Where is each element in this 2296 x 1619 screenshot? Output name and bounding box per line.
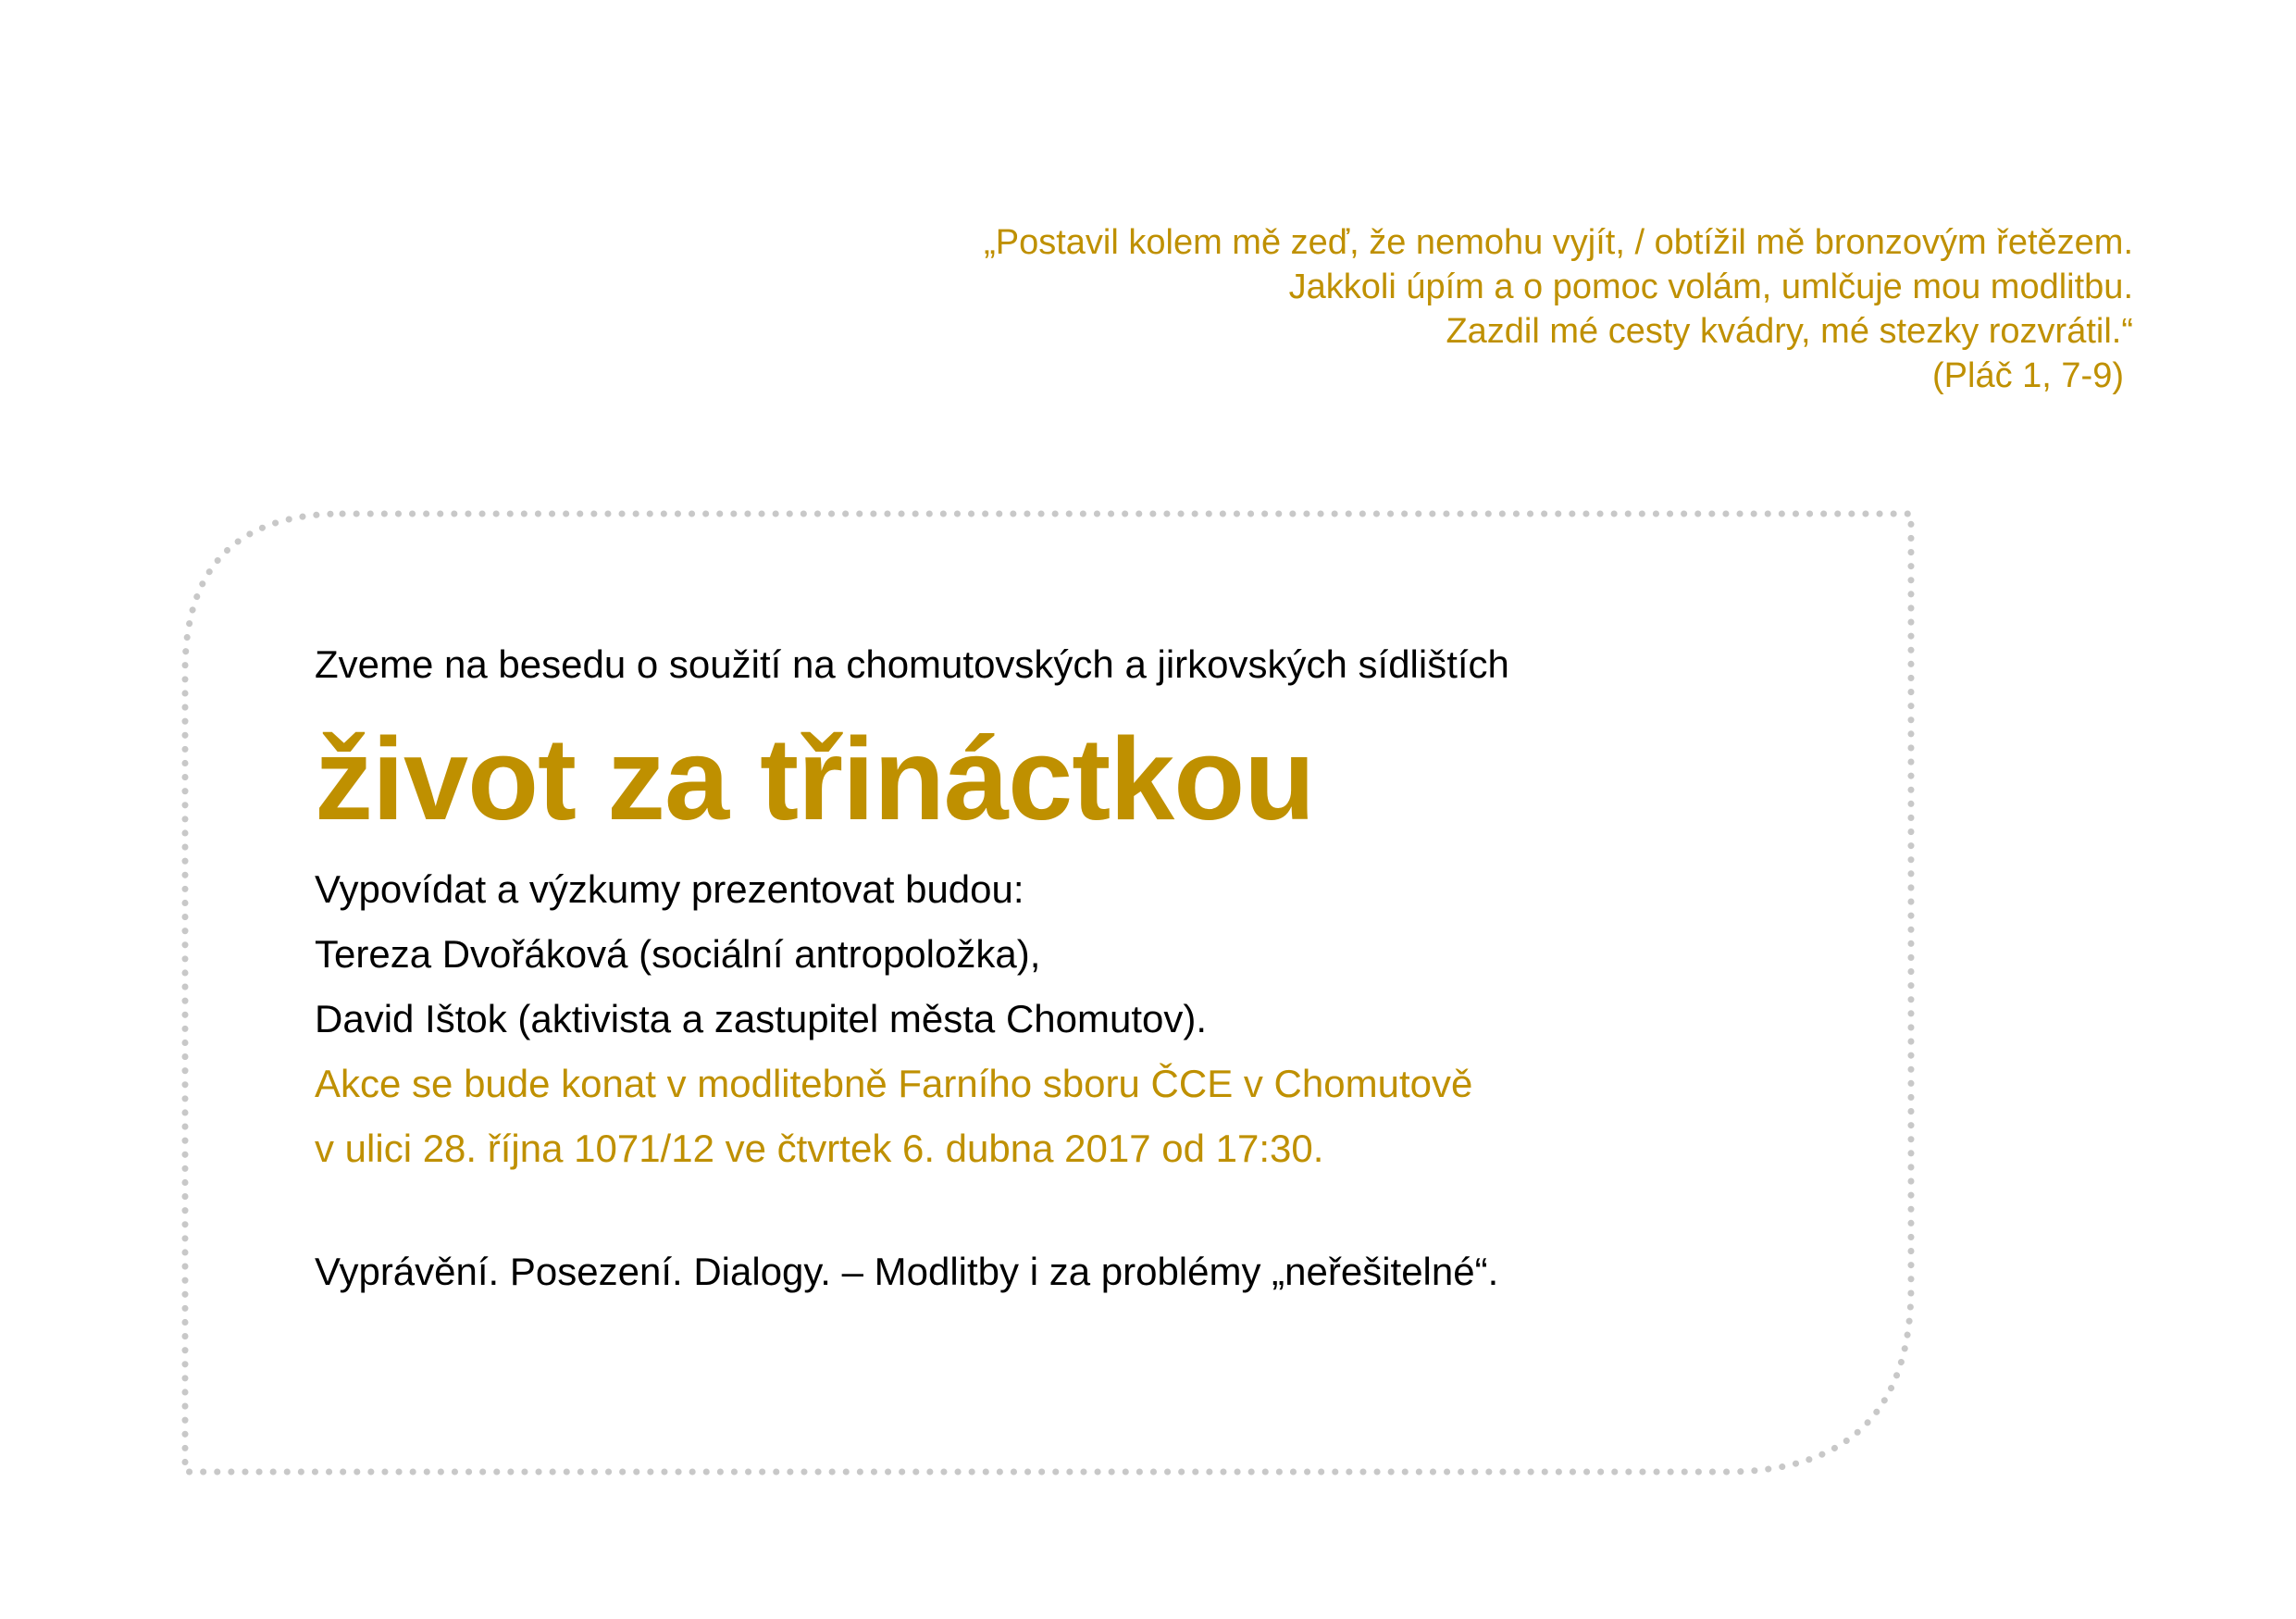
quote-line-2: Jakkoli úpím a o pomoc volám, umlčuje mou modlitbu. xyxy=(1288,268,2133,306)
bible-quote xyxy=(984,220,2133,398)
venue-line-2: v ulici 28. října 1071/12 ve čtvrtek 6. dubna 2017 od 17:30. xyxy=(315,1127,1324,1170)
event-title: život za třináctkou xyxy=(315,714,1315,844)
quote-line-3: Zazdil mé cesty kvádry, mé stezky rozvrátil.“ xyxy=(1446,312,2133,351)
event-details xyxy=(315,857,1888,1181)
presenter-2: David Ištok (aktivista a zastupitel města Chomutov). xyxy=(315,997,1208,1040)
quote-line-1: „Postavil kolem mě zeď, že nemohu vyjít, / obtížil mě bronzovým řetězem. xyxy=(984,223,2133,262)
presenter-1: Tereza Dvořáková (sociální antropoložka), xyxy=(315,932,1041,976)
tagline: Vyprávění. Posezení. Dialogy. – Modlitby i za problémy „neřešitelné“. xyxy=(315,1250,1499,1293)
venue-line-1: Akce se bude konat v modlitebně Farního sboru ČCE v Chomutově xyxy=(315,1062,1473,1105)
quote-reference: (Pláč 1, 7-9) xyxy=(1932,356,2124,395)
presenters-heading: Vypovídat a výzkumy prezentovat budou: xyxy=(315,867,1024,911)
invitation-content xyxy=(315,639,1888,1298)
invitation-intro: Zveme na besedu o soužití na chomutovských a jirkovských sídlištích xyxy=(315,642,1509,686)
